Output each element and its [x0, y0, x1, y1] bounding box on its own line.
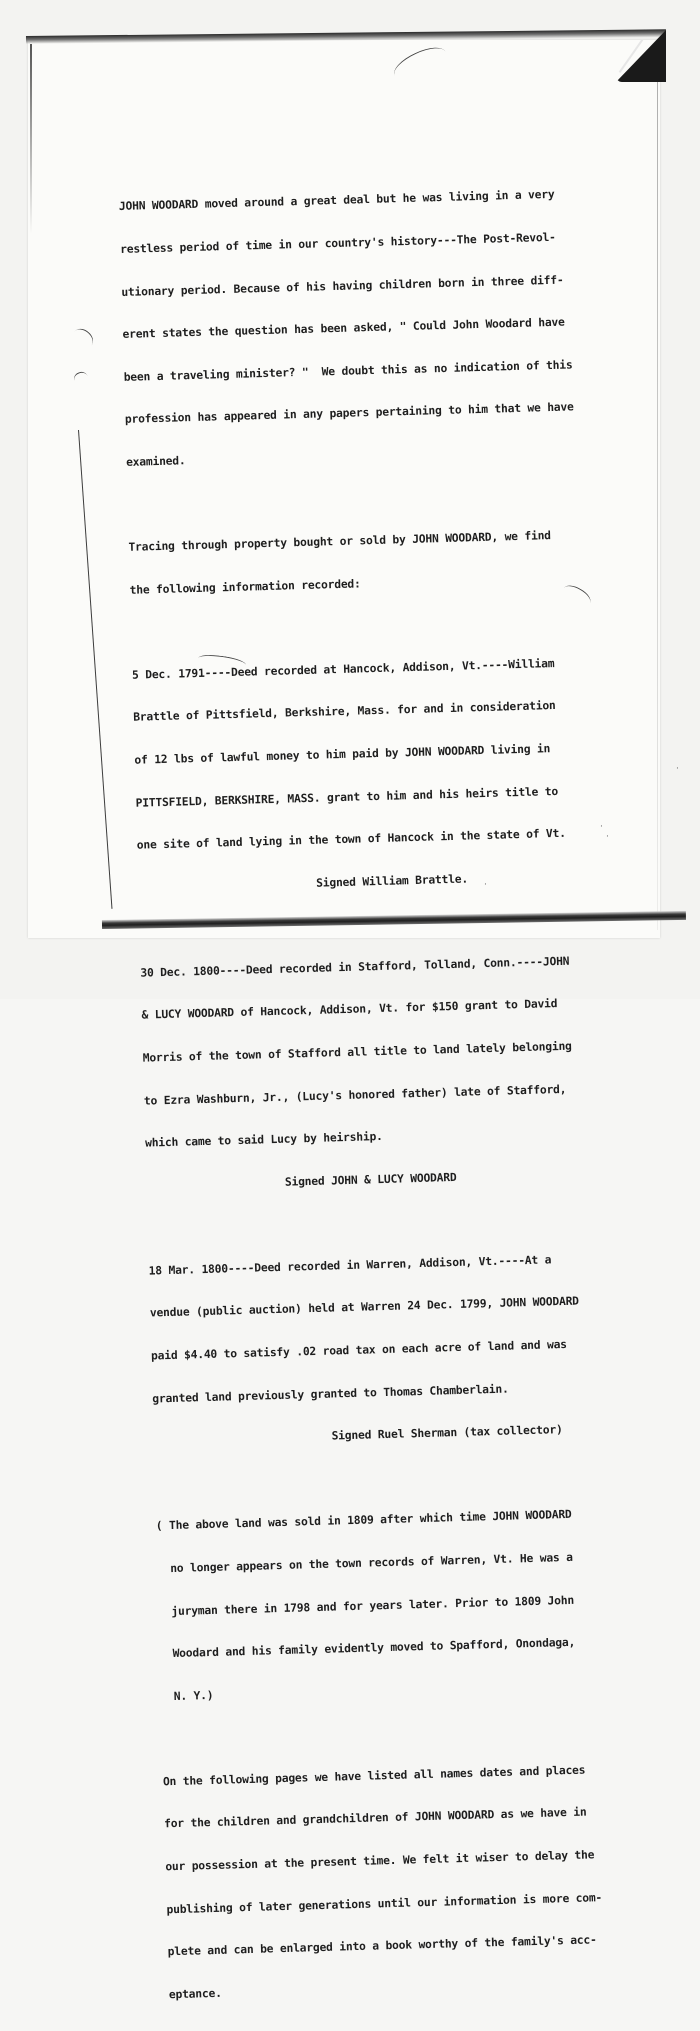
text-line: examined.: [125, 454, 186, 469]
text-line: granted land previously granted to Thomas Chamberlain.: [152, 1382, 509, 1406]
signature-line: Signed Ruel Sherman (tax collector): [153, 1423, 563, 1448]
paragraph-deed-1800-warren: [148, 1223, 625, 1477]
text-line: Morris of the town of Stafford all title to land lately belonging: [142, 1039, 572, 1065]
text-line: Woodard and his family evidently moved to Spafford, Onondaga,: [159, 1635, 576, 1661]
text-line: JOHN WOODARD moved around a great deal but he was living in a very: [118, 188, 555, 214]
left-scan-edge: [30, 44, 32, 234]
text-line: profession has appeared in any papers pertaining to him that we have: [124, 400, 574, 427]
signature-line: Signed William Brattle.: [137, 872, 469, 895]
text-line: N. Y.): [160, 1688, 214, 1704]
text-line: paid $4.40 to satisfy .02 road tax on each acre of land and was: [150, 1337, 567, 1363]
text-line: erent states the question has been asked, " Could John Woodard have: [122, 315, 565, 342]
text-line: Brattle of Pittsfield, Berkshire, Mass. for and in consideration: [133, 699, 556, 725]
paragraph-tracing: [128, 499, 601, 626]
paragraph-deed-1800-stafford: [139, 925, 617, 1222]
text-line: been a traveling minister? " We doubt this as no indication of this: [123, 358, 573, 384]
signature-line: Signed JOHN & LUCY WOODARD: [146, 1170, 457, 1193]
text-line: publishing of later generations until our information is more com-: [166, 1890, 603, 1916]
text-line: utionary period. Because of his having children born in three diff-: [121, 273, 564, 299]
text-line: On the following pages we have listed all names dates and places: [162, 1763, 586, 1789]
typewritten-text: [118, 159, 640, 2031]
text-line: vendue (public auction) held at Warren 24 Dec. 1799, JOHN WOODARD: [149, 1295, 579, 1320]
text-line: 5 Dec. 1791----Deed recorded at Hancock, Addison, Vt.----William: [131, 656, 555, 682]
paragraph-land-sold-note: [155, 1478, 632, 1732]
paragraph-deed-1791: [131, 627, 609, 924]
text-line: no longer appears on the town records of Warren, Vt. He was a: [156, 1550, 573, 1576]
text-line: Tracing through property bought or sold by JOHN WOODARD, we find: [128, 529, 551, 554]
text-line: which came to said Lucy by heirship.: [144, 1130, 383, 1150]
scan-speck: ·: [606, 832, 609, 842]
text-line: plete and can be enlarged into a book worthy of the family's acc-: [167, 1933, 597, 1959]
text-line: of 12 lbs of lawful money to him paid by JOHN WOODARD living in: [134, 742, 551, 767]
text-line: to Ezra Washburn, Jr., (Lucy's honored father) late of Stafford,: [143, 1082, 567, 1108]
text-line: 30 Dec. 1800----Deed recorded in Stafford, Tolland, Conn.----JOHN: [140, 954, 570, 980]
text-line: ( The above land was sold in 1809 after which time JOHN WOODARD: [155, 1508, 572, 1533]
right-scan-edge: [657, 60, 658, 930]
text-line: PITTSFIELD, BERKSHIRE, MASS. grant to him and his heirs title to: [135, 784, 559, 810]
scan-speck: ·: [484, 880, 487, 890]
text-line: one site of land lying in the town of Hancock in the state of Vt.: [136, 826, 566, 852]
scan-speck: ·: [600, 822, 603, 832]
text-line: restless period of time in our country's history---The Post-Revol-: [119, 230, 556, 256]
text-line: for the children and grandchildren of JOHN WOODARD as we have in: [163, 1805, 587, 1831]
text-line: the following information recorded:: [129, 577, 361, 597]
text-line: juryman there in 1798 and for years later. Prior to 1809 John: [158, 1593, 575, 1618]
text-line: 18 Mar. 1800----Deed recorded in Warren, Addison, Vt.----At a: [148, 1253, 552, 1278]
paragraph-intro: [118, 159, 597, 499]
scan-speck: ·: [676, 764, 679, 774]
paragraph-following-pages: [162, 1734, 640, 2031]
text-line: our possession at the present time. We felt it wiser to delay the: [165, 1848, 595, 1874]
text-line: eptance.: [168, 1986, 222, 2002]
text-line: & LUCY WOODARD of Hancock, Addison, Vt. for $150 grant to David: [141, 997, 558, 1023]
